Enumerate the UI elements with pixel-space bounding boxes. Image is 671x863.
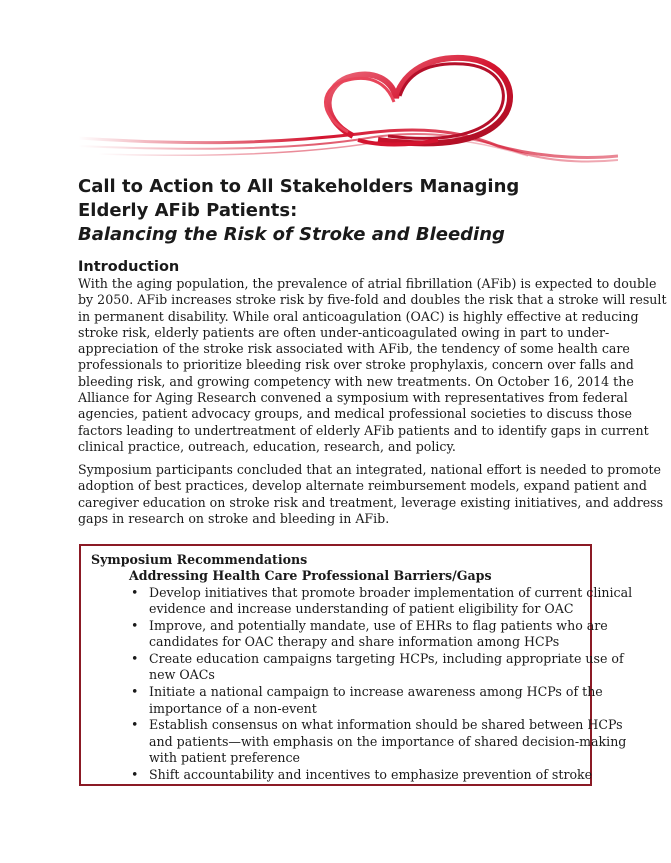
list-item-line: Shift accountability and incentives to emphasize prevention of stroke bbox=[149, 766, 593, 782]
recommendations-list bbox=[129, 585, 633, 784]
bullet-icon: • bbox=[131, 651, 139, 667]
list-item-line: candidates for OAC therapy and share information among HCPs bbox=[149, 634, 560, 650]
intro-line: bleeding risk, and growing competency with new treatments. On October 16, 2014 the bbox=[78, 373, 634, 389]
summary-paragraph bbox=[78, 462, 664, 527]
list-item-line: with patient preference bbox=[149, 749, 301, 765]
list-item bbox=[129, 684, 603, 717]
intro-line: professionals to prioritize bleeding risk over stroke prophylaxis, concern over falls and bbox=[78, 357, 634, 373]
list-item-line: new OACs bbox=[149, 667, 215, 683]
list-item-line: and patients—with emphasis on the importance of shared decision-making bbox=[149, 733, 627, 749]
summary-line: gaps in research on stroke and bleeding in AFib. bbox=[78, 510, 390, 526]
summary-line: adoption of best practices, develop alternate reimbursement models, expand patient and bbox=[78, 478, 647, 494]
intro-line: stroke risk, elderly patients are often under-anticoagulated owing in part to under- bbox=[78, 324, 610, 340]
list-item-line: evidence and increase understanding of patient eligibility for OAC bbox=[149, 601, 574, 617]
title-line-1: Call to Action to All Stakeholders Managing bbox=[78, 176, 520, 197]
list-item bbox=[129, 651, 624, 684]
heart-ribbon-banner bbox=[78, 28, 618, 168]
list-item-line: Establish consensus on what information should be shared between HCPs bbox=[149, 717, 623, 733]
heart-ribbon-icon bbox=[78, 58, 618, 162]
bullet-icon: • bbox=[131, 766, 139, 782]
introduction-paragraph bbox=[78, 276, 667, 455]
document-title bbox=[78, 175, 618, 247]
bullet-icon: • bbox=[131, 585, 139, 600]
list-item bbox=[129, 618, 608, 651]
list-item-line: Initiate a national campaign to increase awareness among HCPs of the bbox=[149, 684, 603, 700]
intro-line: in permanent disability. While oral anticoagulation (OAC) is highly effective at reducing bbox=[78, 308, 639, 324]
bullet-icon: • bbox=[131, 684, 139, 700]
bullet-icon: • bbox=[131, 717, 139, 733]
bullet-icon: • bbox=[131, 618, 139, 634]
list-item bbox=[129, 766, 593, 783]
title-line-2: Elderly AFib Patients: bbox=[78, 200, 298, 221]
intro-line: by 2050. AFib increases stroke risk by five-fold and doubles the risk that a stroke will result bbox=[78, 292, 667, 308]
intro-line: factors leading to undertreatment of elderly AFib patients and to identify gaps in current bbox=[78, 422, 649, 438]
intro-line: clinical practice, outreach, education, research, and policy. bbox=[78, 438, 456, 454]
summary-line: caregiver education on stroke risk and treatment, leverage existing initiatives, and address bbox=[78, 494, 664, 510]
intro-line: Alliance for Aging Research convened a symposium with representatives from federal bbox=[78, 390, 628, 406]
recommendations-subheading: Addressing Health Care Professional Barriers/Gaps bbox=[129, 568, 492, 583]
list-item-line: Develop initiatives that promote broader implementation of current clinical bbox=[149, 585, 633, 600]
title-subtitle: Balancing the Risk of Stroke and Bleeding bbox=[78, 224, 505, 245]
intro-line: agencies, patient advocacy groups, and medical professional societies to discuss those bbox=[78, 406, 633, 422]
recommendations-heading: Symposium Recommendations bbox=[91, 552, 308, 567]
list-item bbox=[129, 717, 627, 766]
list-item-line: Create education campaigns targeting HCPs, including appropriate use of bbox=[149, 651, 624, 667]
introduction-heading: Introduction bbox=[78, 259, 180, 275]
recommendations-box bbox=[79, 544, 633, 786]
intro-line: With the aging population, the prevalence of atrial fibrillation (AFib) is expected to double bbox=[78, 276, 657, 291]
summary-line: Symposium participants concluded that an integrated, national effort is needed to promote bbox=[78, 462, 661, 477]
list-item-line: importance of a non-event bbox=[149, 700, 317, 716]
list-item-line: Improve, and potentially mandate, use of EHRs to flag patients who are bbox=[149, 618, 608, 634]
intro-line: appreciation of the stroke risk associated with AFib, the tendency of some health care bbox=[78, 341, 630, 357]
list-item bbox=[129, 585, 633, 618]
